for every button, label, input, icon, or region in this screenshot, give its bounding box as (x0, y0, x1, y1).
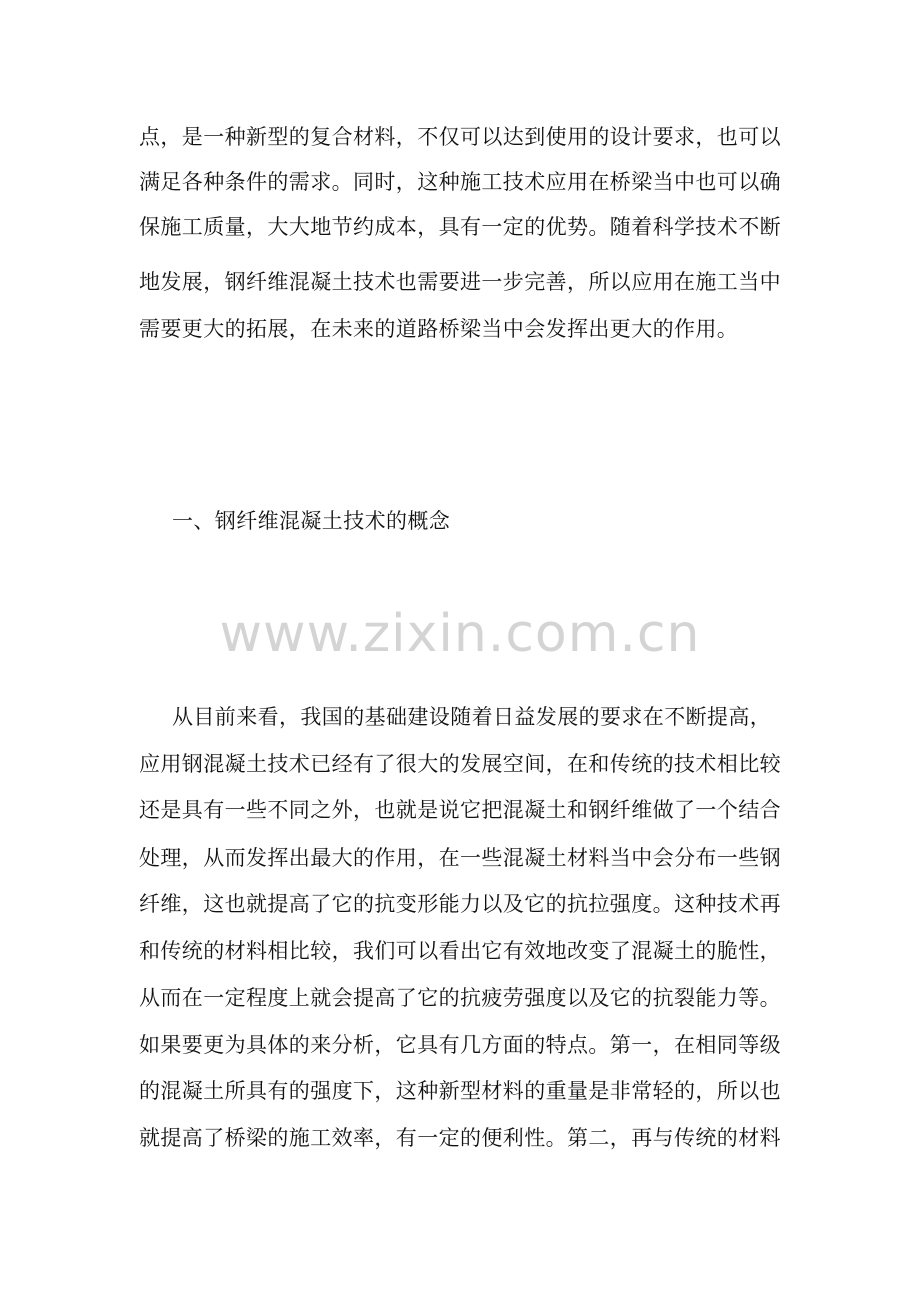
paragraph-line: 就提高了桥梁的施工效率，有一定的便利性。第二，再与传统的材料 (139, 1126, 781, 1150)
paragraph-line: 还是具有一些不同之外，也就是说它把混凝土和钢纤维做了一个结合 (139, 798, 781, 822)
paragraph-line: 和传统的材料相比较，我们可以看出它有效地改变了混凝土的脆性， (139, 939, 781, 963)
paragraph-line: 的混凝土所具有的强度下，这种新型材料的重量是非常轻的，所以也 (139, 1079, 781, 1103)
paragraph-line: 处理，从而发挥出最大的作用，在一些混凝土材料当中会分布一些钢 (139, 846, 781, 870)
paragraph-line: 满足各种条件的需求。同时，这种施工技术应用在桥梁当中也可以确 (139, 170, 781, 194)
watermark: www.zixin.com.cn (219, 604, 701, 664)
paragraph-line: 保施工质量，大大地节约成本，具有一定的优势。随着科学技术不断 (139, 215, 781, 239)
paragraph-line: 从目前来看，我国的基础建设随着日益发展的要求在不断提高， (172, 705, 772, 729)
paragraph-line: 如果要更为具体的来分析，它具有几方面的特点。第一，在相同等级 (139, 1033, 781, 1057)
paragraph-line: 从而在一定程度上就会提高了它的抗疲劳强度以及它的抗裂能力等。 (139, 986, 781, 1010)
paragraph-line: 纤维，这也就提高了它的抗变形能力以及它的抗拉强度。这种技术再 (139, 892, 781, 916)
section-heading: 一、钢纤维混凝土技术的概念 (172, 509, 451, 533)
paragraph-line: 应用钢混凝土技术已经有了很大的发展空间，在和传统的技术相比较 (139, 752, 781, 776)
paragraph-line: 地发展，钢纤维混凝土技术也需要进一步完善，所以应用在施工当中 (139, 270, 781, 294)
paragraph-line: 点，是一种新型的复合材料，不仅可以达到使用的设计要求，也可以 (139, 125, 781, 149)
paragraph-line: 需要更大的拓展，在未来的道路桥梁当中会发挥出更大的作用。 (139, 317, 739, 341)
